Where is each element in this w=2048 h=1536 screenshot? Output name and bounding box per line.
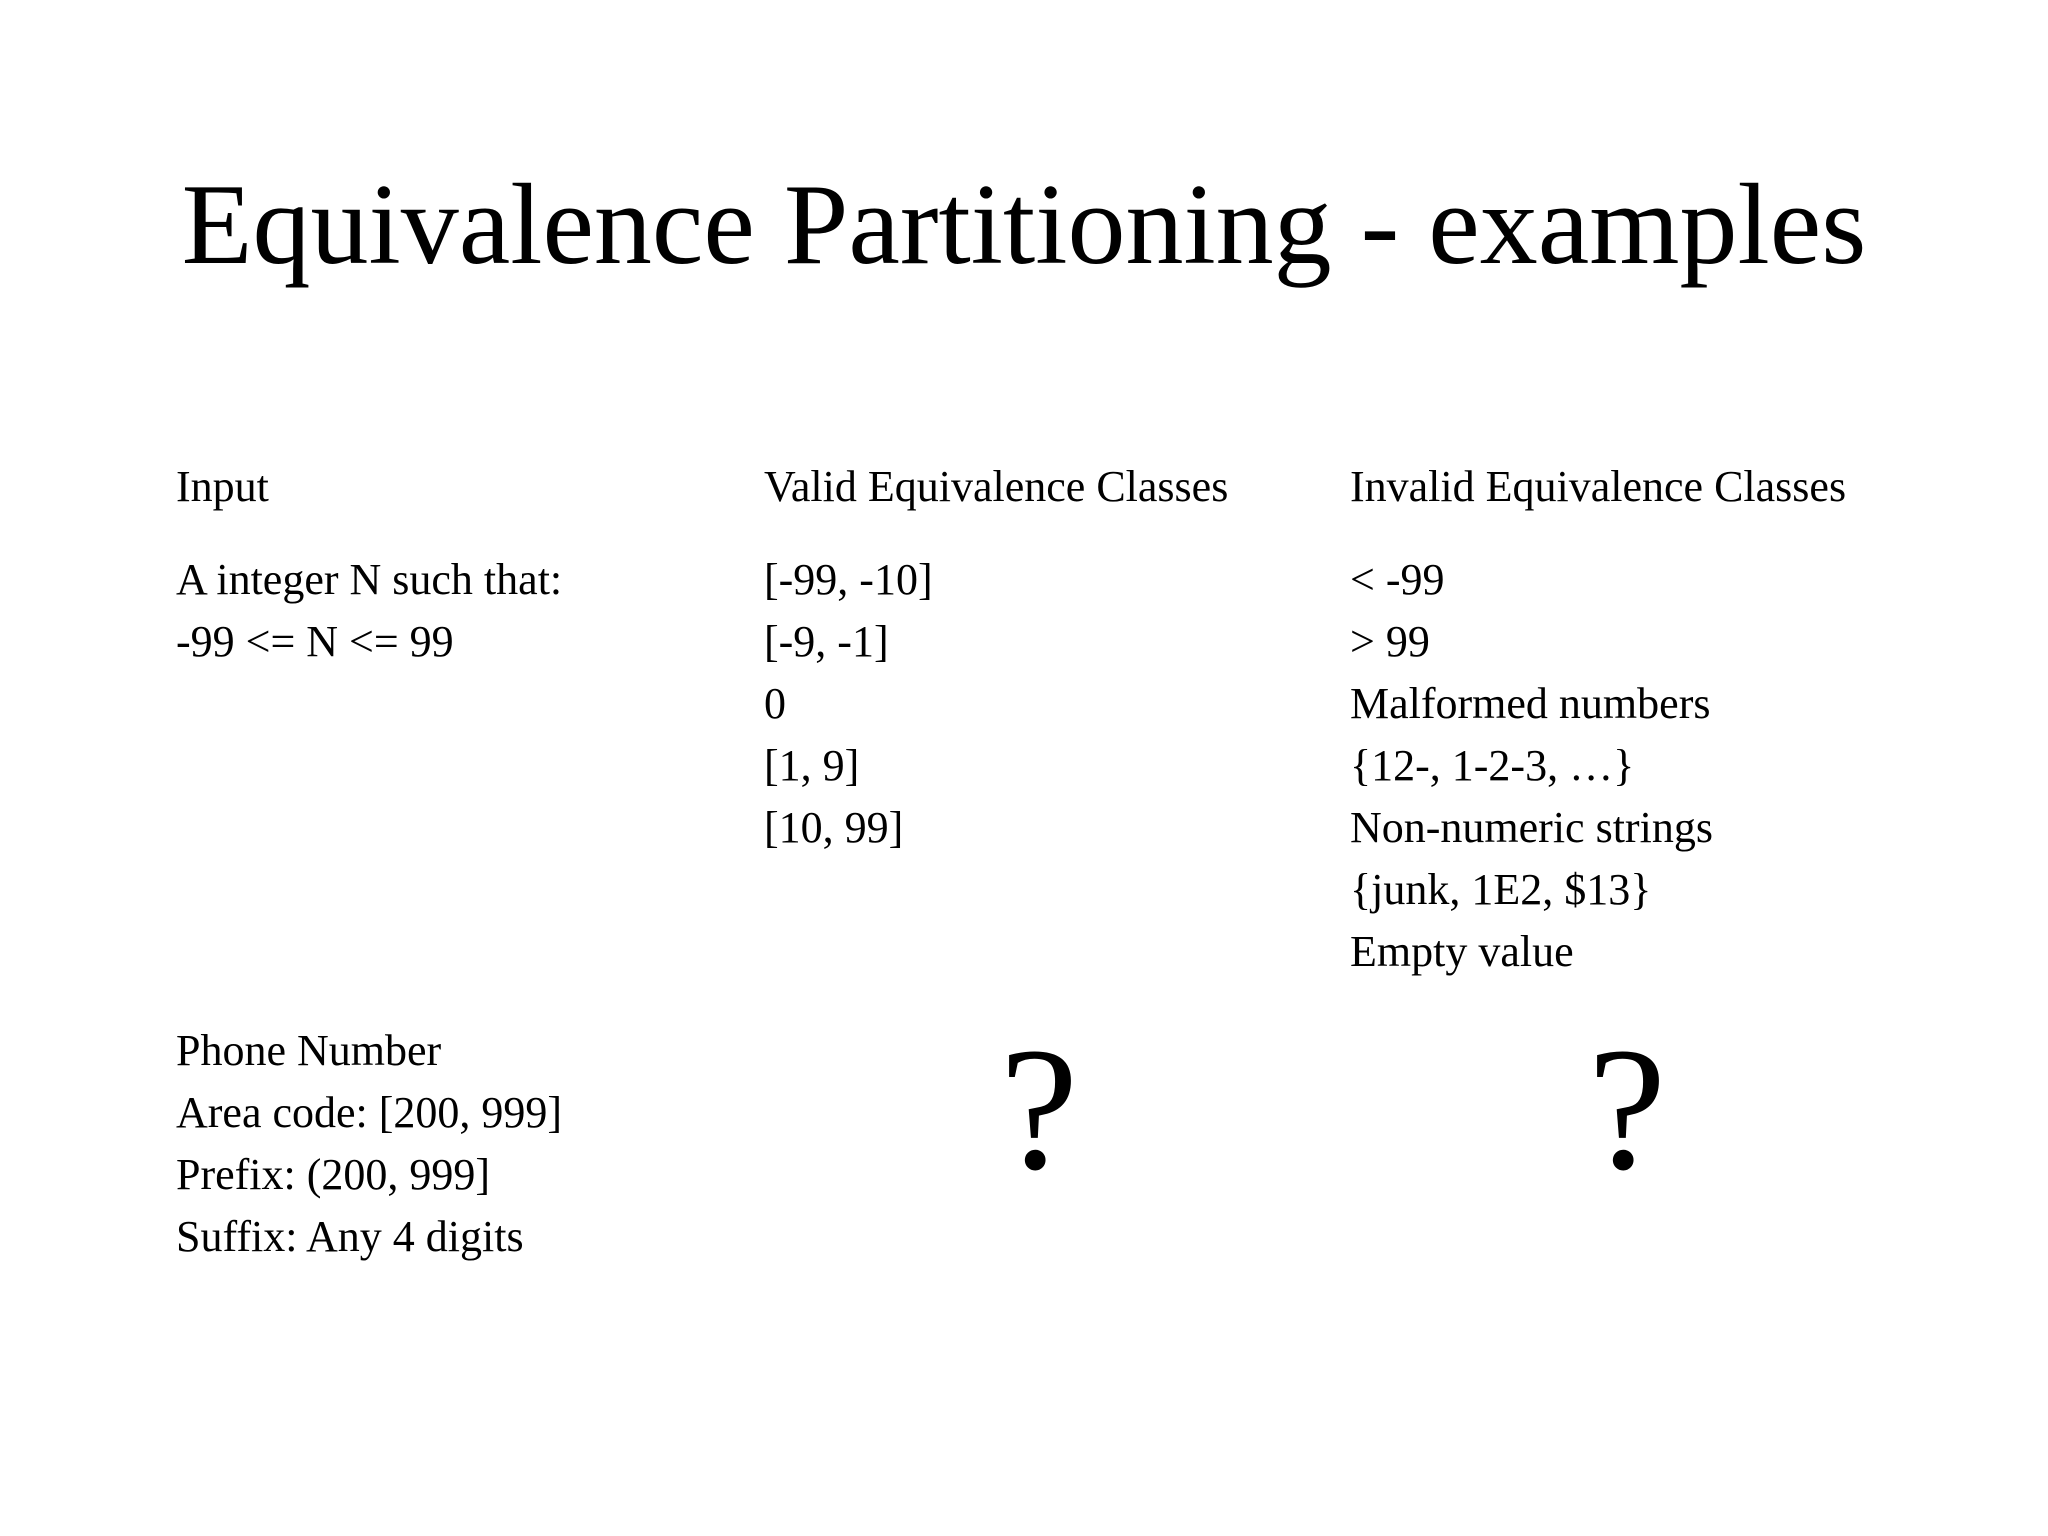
row2-valid-question-mark: ? [1000, 1012, 1079, 1207]
header-invalid-classes: Invalid Equivalence Classes [1350, 462, 1847, 511]
row1-invalid-classes [1350, 549, 1713, 983]
row1-valid-item: [-9, -1] [764, 617, 889, 666]
row2-input [176, 1020, 562, 1268]
row1-invalid-item: < -99 [1350, 555, 1445, 604]
row2-input-line: Area code: [200, 999] [176, 1088, 563, 1137]
row1-input-line: A integer N such that: [176, 555, 563, 604]
slide-title: Equivalence Partitioning - examples [181, 161, 1867, 289]
row1-valid-item: [1, 9] [764, 741, 860, 790]
row1-invalid-item: Non-numeric strings [1350, 803, 1713, 852]
row1-input-line: -99 <= N <= 99 [176, 617, 454, 666]
row1-valid-classes [764, 549, 933, 859]
row1-invalid-item: Empty value [1350, 927, 1574, 976]
header-valid-classes: Valid Equivalence Classes [764, 462, 1229, 511]
row1-invalid-item: {junk, 1E2, $13} [1350, 865, 1652, 914]
row2-input-line: Suffix: Any 4 digits [176, 1212, 524, 1261]
row2-invalid-question-mark: ? [1588, 1012, 1667, 1207]
row1-valid-item: [10, 99] [764, 803, 904, 852]
row1-invalid-item: > 99 [1350, 617, 1430, 666]
row1-valid-item: [-99, -10] [764, 555, 933, 604]
row2-input-line: Phone Number [176, 1026, 442, 1075]
row2-input-line: Prefix: (200, 999] [176, 1150, 491, 1199]
row1-invalid-item: {12-, 1-2-3, …} [1350, 741, 1635, 790]
row1-input [176, 549, 562, 673]
row1-invalid-item: Malformed numbers [1350, 679, 1711, 728]
row1-valid-item: 0 [764, 679, 786, 728]
header-input: Input [176, 462, 269, 511]
